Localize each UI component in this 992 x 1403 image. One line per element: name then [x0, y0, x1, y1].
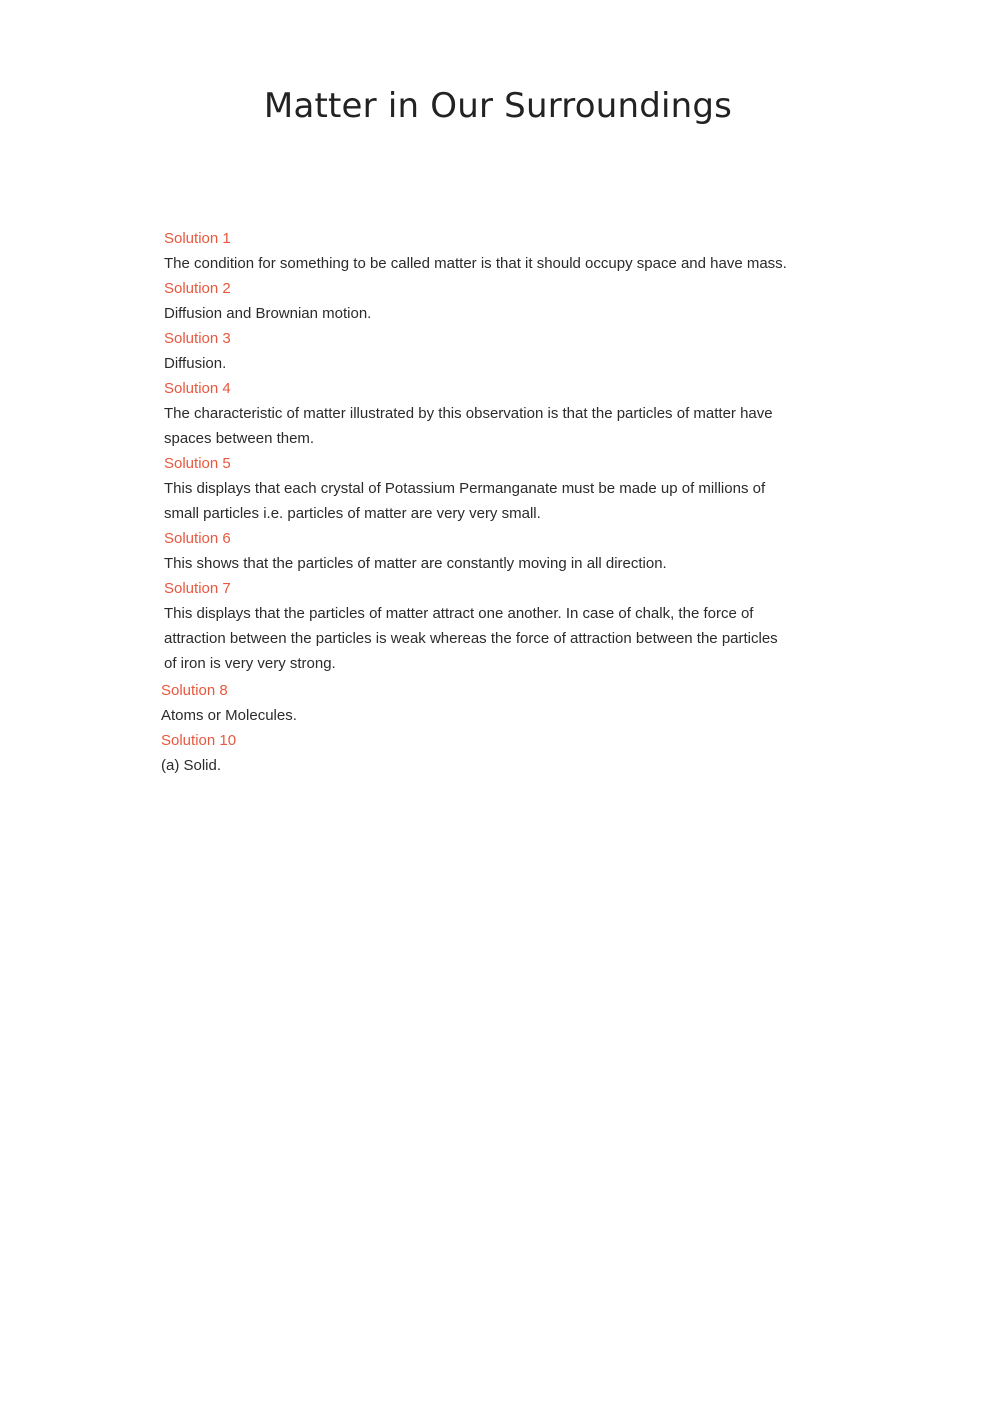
solution-heading: Solution 5: [164, 455, 231, 472]
solution-item: [161, 728, 794, 778]
solution-answer: This displays that the particles of matter attract one another. In case of chalk, the force of attraction between the particles is weak whereas the force of attraction between the particles of iron is very very strong.: [164, 605, 778, 672]
solution-item: [164, 576, 794, 676]
solution-answer: The condition for something to be called matter is that it should occupy space and have mass.: [164, 255, 787, 272]
solution-item: [164, 226, 794, 276]
solution-answer: This displays that each crystal of Potassium Permanganate must be made up of millions of small particles i.e. particles of matter are very very small.: [164, 480, 766, 522]
solution-heading: Solution 3: [164, 330, 231, 347]
solution-item: [164, 451, 794, 526]
solution-item: [164, 376, 794, 451]
solution-answer: This shows that the particles of matter are constantly moving in all direction.: [164, 555, 667, 572]
solution-answer: The characteristic of matter illustrated by this observation is that the particles of matter have spaces between them.: [164, 405, 773, 447]
solution-heading: Solution 10: [161, 732, 237, 749]
solution-answer: Atoms or Molecules.: [161, 707, 297, 724]
solution-heading: Solution 1: [164, 230, 231, 247]
solution-answer: (a) Solid.: [161, 757, 222, 774]
solution-heading: Solution 4: [164, 380, 231, 397]
solution-answer: Diffusion and Brownian motion.: [164, 305, 372, 322]
solution-item: [164, 276, 794, 326]
solution-heading: Solution 2: [164, 280, 231, 297]
page-title: Matter in Our Surroundings: [263, 86, 733, 126]
solution-item: [164, 326, 794, 376]
solution-heading: Solution 7: [164, 580, 231, 597]
solution-item: [164, 526, 794, 576]
solutions-list: [161, 226, 794, 778]
solution-heading: Solution 8: [161, 682, 228, 699]
solution-heading: Solution 6: [164, 530, 231, 547]
solution-item: [161, 678, 794, 728]
solution-answer: Diffusion.: [164, 355, 227, 372]
